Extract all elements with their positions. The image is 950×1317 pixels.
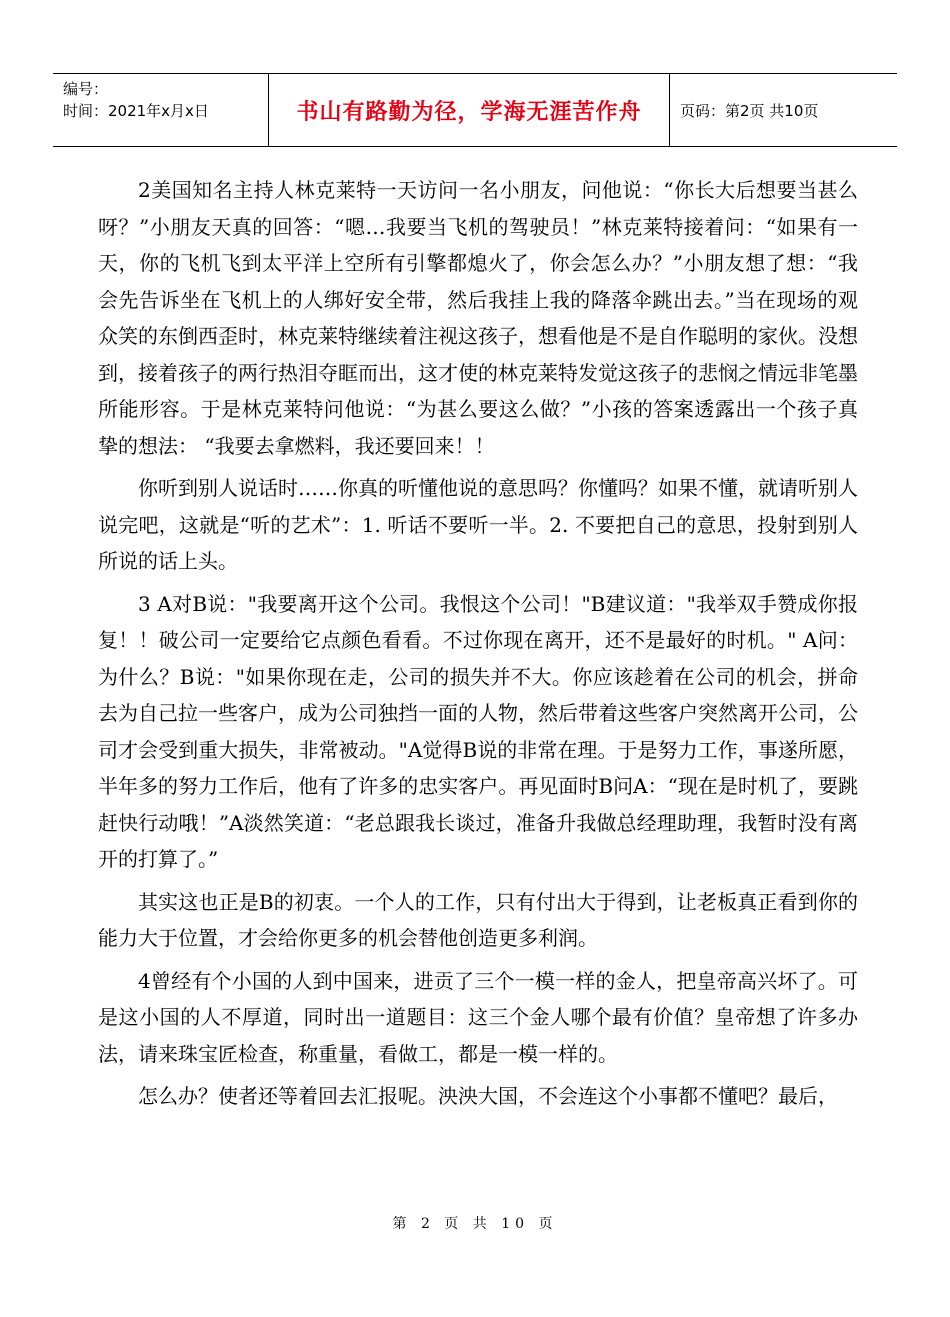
page-footer: 第 2 页 共 10 页 (392, 1216, 558, 1232)
paragraph: 3 A对B说："我要离开这个公司。我恨这个公司！"B建议道："我举双手赞成你报复！！破公司一定要给它点颜色看看。不过你现在离开，还不是最好的时机。" A问：为什么？B说："如果你现在走，公司的损失并不大。你应该趁着在公司的机会，拼命去为自己拉一些客户，成为公司独挡一面的人物，然后带着这些客户突然离开公司，公司才会受到重大损失，非常被动。"A觉得B说的非常在理。于是努力工作，事遂所愿，半年多的努力工作后，他有了许多的忠实客户。再见面时B问A：“现在是时机了，要跳赶快行动哦！”A淡然笑道：“老总跟我长谈过，准备升我做总经理助理，我暂时没有离开的打算了。” (98, 591, 858, 871)
header-info (53, 74, 268, 146)
document-body (98, 172, 858, 1121)
paragraph: 2美国知名主持人林克莱特一天访问一名小朋友，问他说：“你长大后想要当甚么呀？”小朋友天真的回答：“嗯…我要当飞机的驾驶员！”林克莱特接着问：“如果有一天，你的飞机飞到太平洋上空所有引擎都熄火了，你会怎么办？”小朋友想了想：“我会先告诉坐在飞机上的人绑好安全带，然后我挂上我的降落伞跳出去。”当在现场的观众笑的东倒西歪时，林克莱特继续着注视这孩子，想看他是不是自作聪明的家伙。没想到，接着孩子的两行热泪夺眶而出，这才使的林克莱特发觉这孩子的悲悯之情远非笔墨所能形容。于是林克莱特问他说：“为甚么要这么做？”小孩的答案透露出一个孩子真挚的想法： “我要去拿燃料，我还要回来！！ (98, 178, 858, 458)
header-page-number: 页码：第2页 共10页 (680, 101, 819, 120)
paragraph: 你听到别人说话时……你真的听懂他说的意思吗？你懂吗？如果不懂，就请听别人说完吧，这就是“听的艺术”：1. 听话不要听一半。2. 不要把自己的意思，投射到别人所说的话上头。 (98, 476, 858, 573)
header-motto: 书山有路勤为径，学海无涯苦作舟 (268, 74, 670, 146)
page-header (53, 73, 897, 147)
paragraph: 4曾经有个小国的人到中国来，进贡了三个一模一样的金人，把皇帝高兴坏了。可是这小国的人不厚道，同时出一道题目：这三个金人哪个最有价值？皇帝想了许多办法，请来珠宝匠检查，称重量，看做工，都是一模一样的。 (98, 968, 858, 1066)
paragraph: 怎么办？使者还等着回去汇报呢。泱泱大国，不会连这个小事都不懂吧？最后， (138, 1084, 838, 1108)
paragraph: 其实这也正是B的初衷。一个人的工作，只有付出大于得到，让老板真正看到你的能力大于位置，才会给你更多的机会替他创造更多利润。 (98, 889, 858, 950)
document-time-label: 时间：2021年x月x日 (63, 102, 209, 120)
document-number-label: 编号： (63, 80, 109, 98)
